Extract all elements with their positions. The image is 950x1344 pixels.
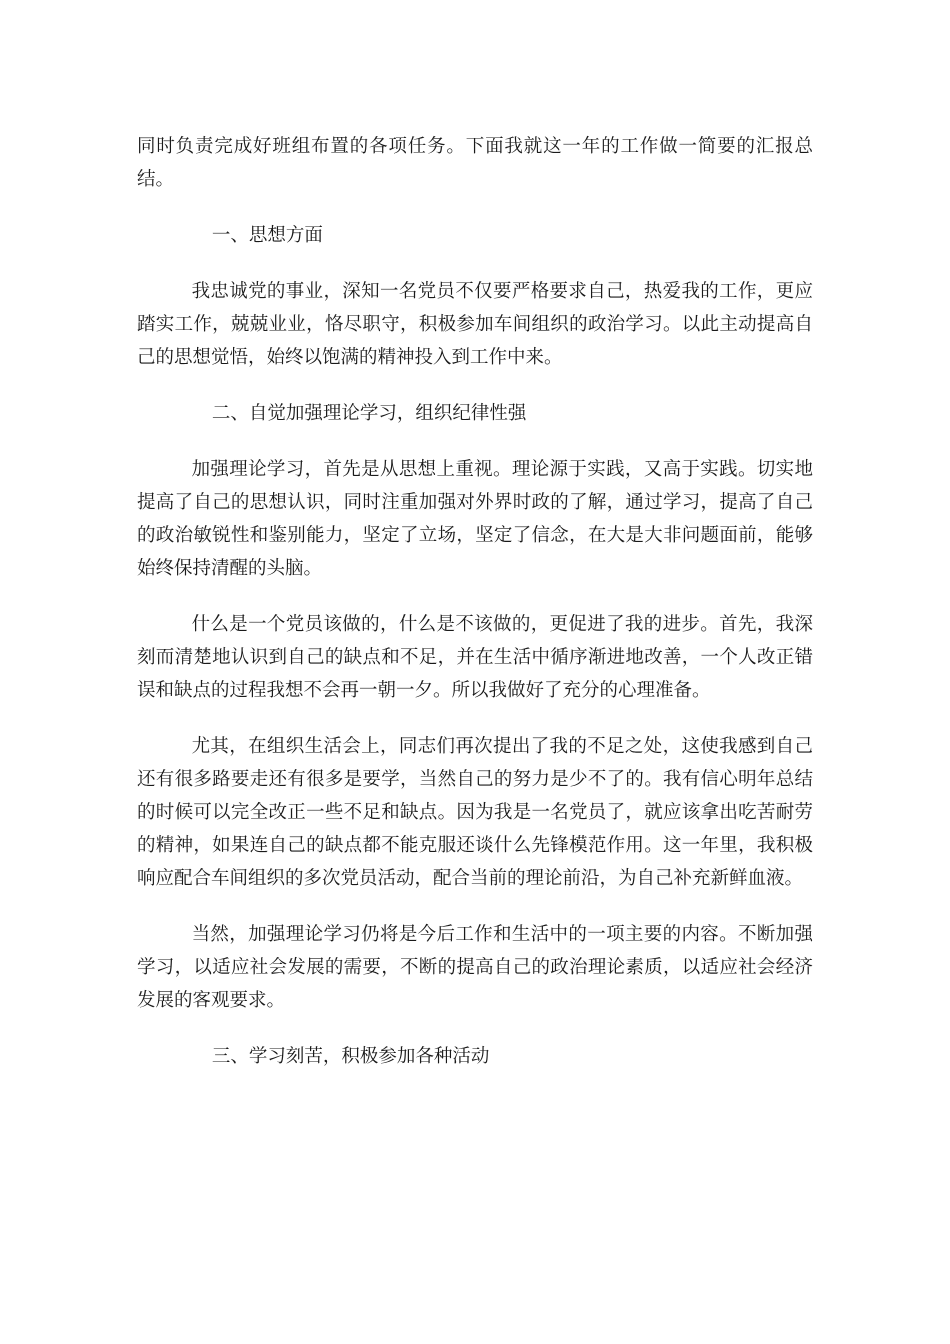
document-body <box>137 130 813 1096</box>
section-heading-thought: 一、思想方面 <box>211 225 323 246</box>
paragraph-intro-continuation: 同时负责完成好班组布置的各项任务。下面我就这一年的工作做一简要的汇报总结。 <box>137 136 813 190</box>
section-heading-activities: 三、学习刻苦，积极参加各种活动 <box>211 1046 490 1067</box>
paragraph-party-member-duty: 什么是一个党员该做的，什么是不该做的，更促进了我的进步。首先，我深刻而清楚地认识到自己的缺点和不足，并在生活中循序渐进地改善，一个人改正错误和缺点的过程我想不会再一朝一夕。所以我做好了充分的心理准备。 <box>137 614 813 701</box>
section-heading-theory-study: 二、自觉加强理论学习，组织纪律性强 <box>211 403 527 424</box>
paragraph-continued-learning: 当然，加强理论学习仍将是今后工作和生活中的一项主要的内容。不断加强学习，以适应社会发展的需要，不断的提高自己的政治理论素质，以适应社会经济发展的客观要求。 <box>137 924 813 1011</box>
paragraph-loyalty: 我忠诚党的事业，深知一名党员不仅要严格要求自己，热爱我的工作，更应踏实工作，兢兢业业，恪尽职守，积极参加车间组织的政治学习。以此主动提高自己的思想觉悟，始终以饱满的精神投入到工作中来。 <box>137 281 813 368</box>
paragraph-organization-meeting: 尤其，在组织生活会上，同志们再次提出了我的不足之处，这使我感到自己还有很多路要走还有很多是要学，当然自己的努力是少不了的。我有信心明年总结的时候可以完全改正一些不足和缺点。因为我是一名党员了，就应该拿出吃苦耐劳的精神，如果连自己的缺点都不能克服还谈什么先锋模范作用。这一年里，我积极响应配合车间组织的多次党员活动，配合当前的理论前沿，为自己补充新鲜血液。 <box>137 736 813 889</box>
paragraph-theory-study: 加强理论学习，首先是从思想上重视。理论源于实践，又高于实践。切实地提高了自己的思想认识，同时注重加强对外界时政的了解，通过学习，提高了自己的政治敏锐性和鉴别能力，坚定了立场，坚定了信念，在大是大非问题面前，能够始终保持清醒的头脑。 <box>137 459 813 579</box>
